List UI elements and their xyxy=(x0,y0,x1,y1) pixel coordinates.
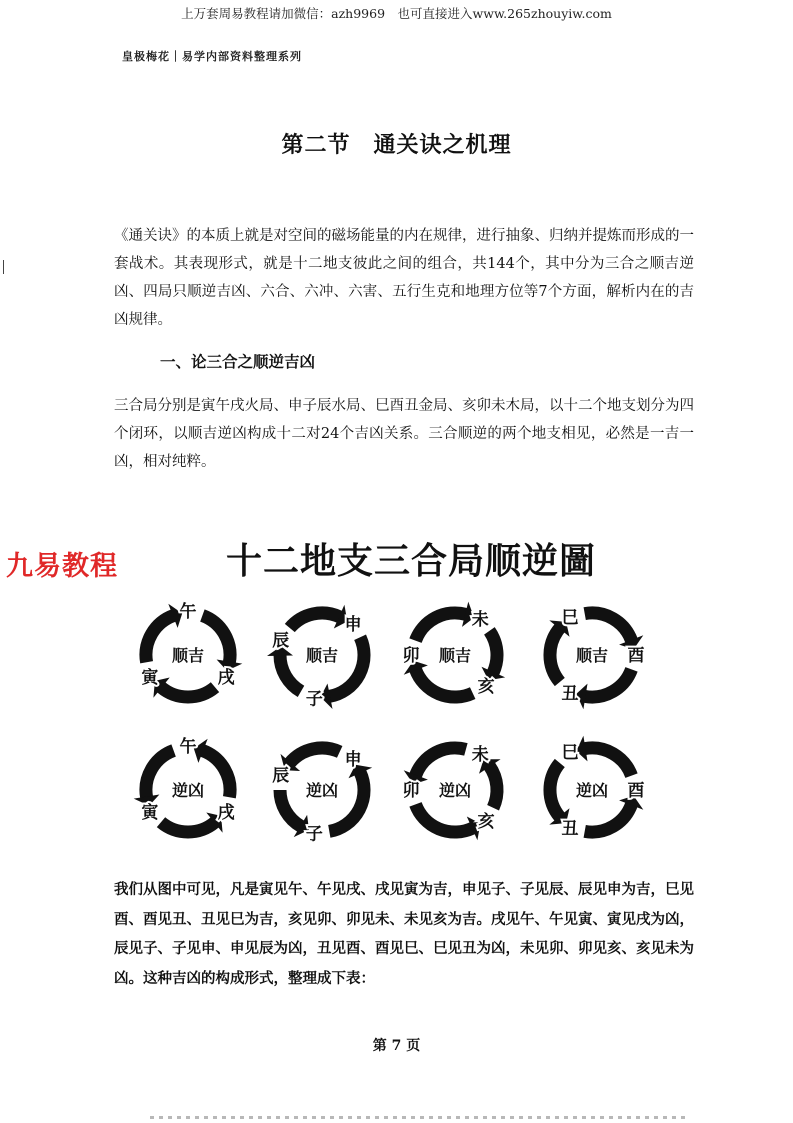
cycle-shun-4 xyxy=(549,608,644,709)
cycle-arc xyxy=(161,687,215,697)
branch-label: 巳 xyxy=(561,742,579,763)
branch-label: 子 xyxy=(305,689,323,710)
branch-label: 子 xyxy=(305,824,323,845)
paragraph-conclusion: 我们从图中可见，凡是寅见午、午见戌、戌见寅为吉，申见子、子见辰、辰见申为吉，巳见酉、酉见丑、丑见巳为吉，亥见卯、卯见未、未见亥为吉。戌见午、午见寅、寅见戌为凶，辰见子、子见申、申见辰为凶，丑见酉、酉见巳、巳见丑为凶，未见卯、卯见亥、亥见未为凶。这种吉凶的构成形式，整理成下表： xyxy=(114,881,694,987)
branch-label: 卯 xyxy=(402,781,420,801)
branch-label: 酉 xyxy=(627,781,645,801)
cycle-arc xyxy=(280,790,301,826)
cycle-arc xyxy=(280,655,301,691)
cycle-center-label: 顺吉 xyxy=(171,646,205,665)
cycle-shun-3 xyxy=(403,602,506,698)
cycle-ni-4 xyxy=(549,736,644,839)
cycle-center-label: 顺吉 xyxy=(305,646,339,665)
cycle-arc xyxy=(416,748,466,776)
cycle-arc xyxy=(416,613,466,641)
cycle-arc xyxy=(290,748,340,763)
cycle-center-label: 顺吉 xyxy=(438,646,472,665)
cycle-arc xyxy=(146,751,174,798)
cycle-arc xyxy=(585,804,632,832)
branch-label: 寅 xyxy=(141,668,159,688)
diagram-title: 十二地支三合局顺逆圖 xyxy=(226,540,597,582)
cycle-ni-2 xyxy=(272,748,372,844)
cycle-arc xyxy=(161,822,215,832)
scan-edge-artifact xyxy=(150,1116,690,1119)
sanhe-cycle-diagram xyxy=(130,595,670,860)
branch-label: 亥 xyxy=(477,812,495,833)
cycle-center-label: 逆凶 xyxy=(305,781,339,800)
branch-label: 未 xyxy=(471,745,489,765)
cycle-arc xyxy=(585,748,632,776)
cycle-arc xyxy=(416,804,473,832)
cycle-center-label: 顺吉 xyxy=(575,646,609,665)
branch-label: 亥 xyxy=(477,677,495,698)
branch-label: 申 xyxy=(344,749,362,770)
cycle-arc xyxy=(585,613,632,641)
branch-label: 申 xyxy=(344,614,362,635)
cycle-ni-1 xyxy=(134,736,235,833)
cycle-arc xyxy=(202,751,230,798)
cycle-ni-3 xyxy=(403,744,501,840)
branch-label: 辰 xyxy=(272,631,290,651)
branch-label: 丑 xyxy=(561,819,579,840)
cycle-center-label: 逆凶 xyxy=(575,781,609,800)
section-title: 第二节 通关诀之机理 xyxy=(281,132,512,158)
cycle-arc xyxy=(550,628,560,682)
branch-label: 午 xyxy=(179,602,197,622)
cycle-arc xyxy=(146,616,174,663)
cycle-arc xyxy=(550,763,560,817)
branch-label: 戌 xyxy=(217,668,235,688)
cycle-arc xyxy=(585,669,632,697)
cycle-arc xyxy=(489,766,497,808)
cycle-arc xyxy=(489,631,497,673)
paragraph-sanhe: 三合局分别是寅午戌火局、申子辰水局、巳酉丑金局、亥卯未木局，以十二个地支划分为四个闭环，以顺吉逆凶构成十二对24个吉凶关系。三合顺逆的两个地支相见，必然是一吉一凶，相对纯粹。 xyxy=(114,398,694,470)
branch-label: 寅 xyxy=(141,803,159,823)
branch-label: 丑 xyxy=(561,684,579,705)
branch-label: 戌 xyxy=(217,803,235,823)
cycle-shun-1 xyxy=(141,601,242,698)
cycle-arc xyxy=(416,669,473,697)
watermark-text: 上万套周易教程请加微信：azh9969 也可直接进入www.265zhouyiw.com xyxy=(181,6,612,21)
branch-label: 午 xyxy=(179,737,197,757)
series-header: 皇极梅花｜易学内部资料整理系列 xyxy=(122,50,302,63)
branch-label: 未 xyxy=(471,610,489,630)
subheading: 一、论三合之顺逆吉凶 xyxy=(160,352,316,371)
branch-label: 巳 xyxy=(561,607,579,628)
cycle-shun-2 xyxy=(267,605,364,710)
page-number: 第 7 页 xyxy=(372,1038,421,1054)
branch-label: 卯 xyxy=(402,646,420,666)
cycle-center-label: 逆凶 xyxy=(171,781,205,800)
paragraph-intro: 《通关诀》的本质上就是对空间的磁场能量的内在规律，进行抽象、归纳并提炼而形成的一套战术。其表现形式，就是十二地支彼此之间的组合，共144个，其中分为三合之顺吉逆凶、四局只顺逆吉凶、六合、六冲、六害、五行生克和地理方位等7个方面，解析内在的吉凶规律。 xyxy=(114,228,694,328)
cycle-arc xyxy=(290,613,340,628)
ad-label: 九易教程 xyxy=(6,551,118,582)
cycle-center-label: 逆凶 xyxy=(438,781,472,800)
branch-label: 辰 xyxy=(272,766,290,786)
cycle-arc xyxy=(202,616,230,663)
scan-margin-mark xyxy=(3,260,4,274)
branch-label: 酉 xyxy=(627,646,645,666)
